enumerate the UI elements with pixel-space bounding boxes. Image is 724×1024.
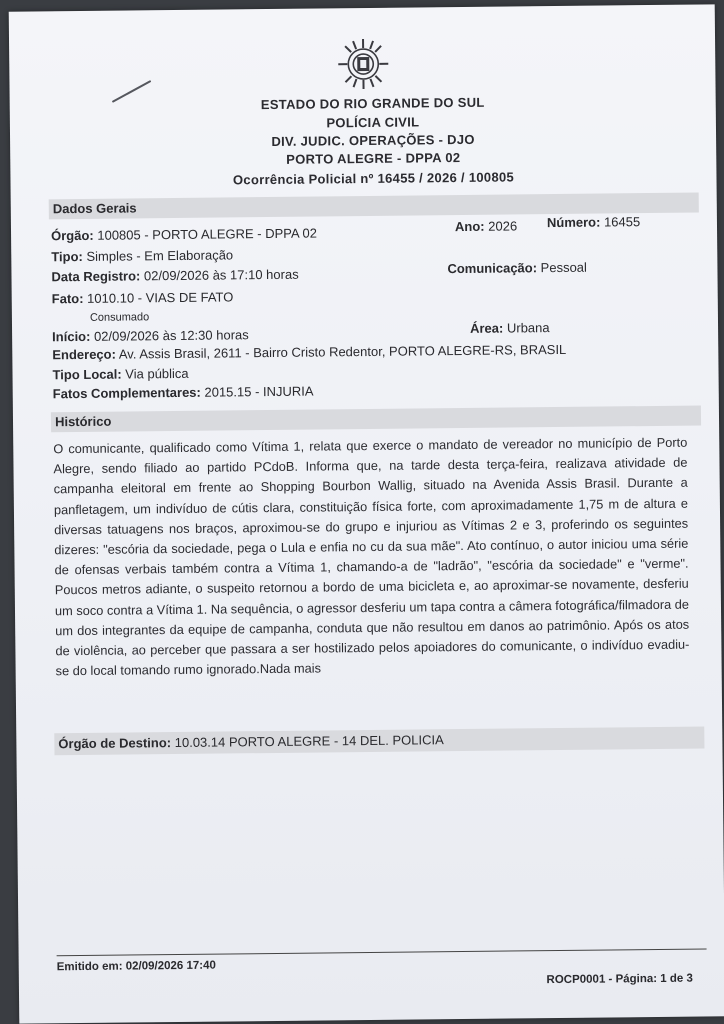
field-orgao — [51, 226, 317, 244]
orgao-label: Órgão: — [50, 227, 94, 244]
data-registro-label: Data Registro: — [51, 268, 141, 285]
ano-value: 2026 — [488, 218, 518, 234]
document-content — [47, 5, 697, 987]
data-registro-value: 02/09/2026 às 17:10 horas — [143, 266, 299, 284]
comunicacao-value: Pessoal — [540, 259, 587, 276]
field-fatos-complementares — [53, 384, 314, 402]
fato-status: Consumado — [89, 311, 150, 324]
section-dados-gerais: Dados Gerais — [49, 193, 699, 220]
field-fato — [52, 289, 234, 306]
fatos-comp-value: 2015.15 - INJURIA — [204, 383, 314, 400]
destino-label: Órgão de Destino: — [58, 735, 172, 752]
endereco-value: Av. Assis Brasil, 2611 - Bairro Cristo Redentor, PORTO ALEGRE-RS, BRASIL — [118, 341, 567, 362]
field-numero — [547, 214, 640, 230]
destino-value: 10.03.14 PORTO ALEGRE - 14 DEL. POLICIA — [174, 732, 444, 751]
inicio-label: Início: — [52, 328, 91, 345]
historico-text: O comunicante, qualificado como Vítima 1, relata que exerce o mandato de vereador no município de Porto Alegre, sendo filiado ao partido PCdoB. Informa que, na tarde desta terça-feira, realizava atividade de campanha eleitoral em frente ao Shopping Bourbon Wallig, situado na Avenida Assis Brasil. Durante a panfletagem, um indivíduo de cútis clara, constituição física forte, com aproximadamente 1,75 m de altura e diversas tatuagens nos braços, aproximou-se do grupo e injuriou as Vítimas 2 e 3, proferindo os seguintes dizeres: "escória da sociedade, pega o Lula e enfia no cu da sua mãe". Ato contínuo, o autor iniciou uma série de ofensas verbais também contra a Vítima 1, chamando-a de "ladrão", "escória da sociedade" e "verme". Poucos metros adiante, o suspeito retornou a bordo de uma bicicleta e, ao aproximar-se novamente, desferiu um soco contra a Vítima 1. Na sequência, o agressor desferiu um tapa contra a câmera fotográfica/filmadora de um dos integrantes da equipe de campanha, conduta que não resultou em danos ao patrimônio. Após os atos de violência, ao perceber que passara a ser hostilizado pelos apoiadores do comunicante, o indivíduo evadiu-se do local tomando rumo ignorado.Nada mais — [53, 434, 690, 679]
fato-label: Fato: — [51, 290, 84, 307]
footer-divider — [57, 948, 707, 956]
tipo-local-label: Tipo Local: — [52, 366, 122, 383]
section-destino — [54, 726, 704, 755]
tipo-value: Simples - Em Elaboração — [86, 247, 234, 264]
tipo-label: Tipo: — [51, 248, 83, 265]
numero-value: 16455 — [603, 214, 641, 230]
field-comunicacao — [447, 260, 587, 276]
endereco-label: Endereço: — [52, 346, 116, 363]
header-unit: PORTO ALEGRE - DPPA 02 — [286, 150, 461, 167]
header-state: ESTADO DO RIO GRANDE DO SUL — [260, 94, 485, 113]
fato-value: 1010.10 - VIAS DE FATO — [87, 289, 234, 306]
numero-label: Número: — [546, 214, 601, 231]
header-police: POLÍCIA CIVIL — [326, 114, 420, 131]
field-area — [470, 320, 550, 336]
area-value: Urbana — [506, 320, 550, 336]
occurrence-label: Ocorrência Policial nº — [232, 170, 374, 188]
occurrence-value: 16455 / 2026 / 100805 — [377, 169, 515, 186]
ano-label: Ano: — [454, 218, 485, 235]
fatos-comp-label: Fatos Complementares: — [52, 384, 201, 402]
field-tipo — [51, 247, 233, 264]
field-ano — [455, 218, 517, 234]
header-division: DIV. JUDIC. OPERAÇÕES - DJO — [271, 131, 475, 149]
footer-pagina: ROCP0001 - Página: 1 de 3 — [546, 972, 693, 987]
occurrence-number — [48, 168, 698, 190]
section-historico: Histórico — [51, 405, 701, 432]
comunicacao-label: Comunicação: — [447, 260, 538, 277]
field-data-registro — [51, 267, 298, 285]
footer-emitido: Emitido em: 02/09/2026 17:40 — [56, 959, 216, 974]
area-label: Área: — [469, 320, 504, 336]
document-page — [9, 4, 724, 1023]
inicio-value: 02/09/2026 às 12:30 horas — [93, 327, 249, 344]
tipo-local-value: Via pública — [125, 365, 189, 382]
field-inicio — [52, 327, 249, 344]
orgao-value: 100805 - PORTO ALEGRE - DPPA 02 — [97, 225, 318, 243]
field-tipo-local — [52, 366, 188, 382]
field-endereco — [52, 342, 566, 362]
state-crest-icon — [335, 36, 392, 93]
